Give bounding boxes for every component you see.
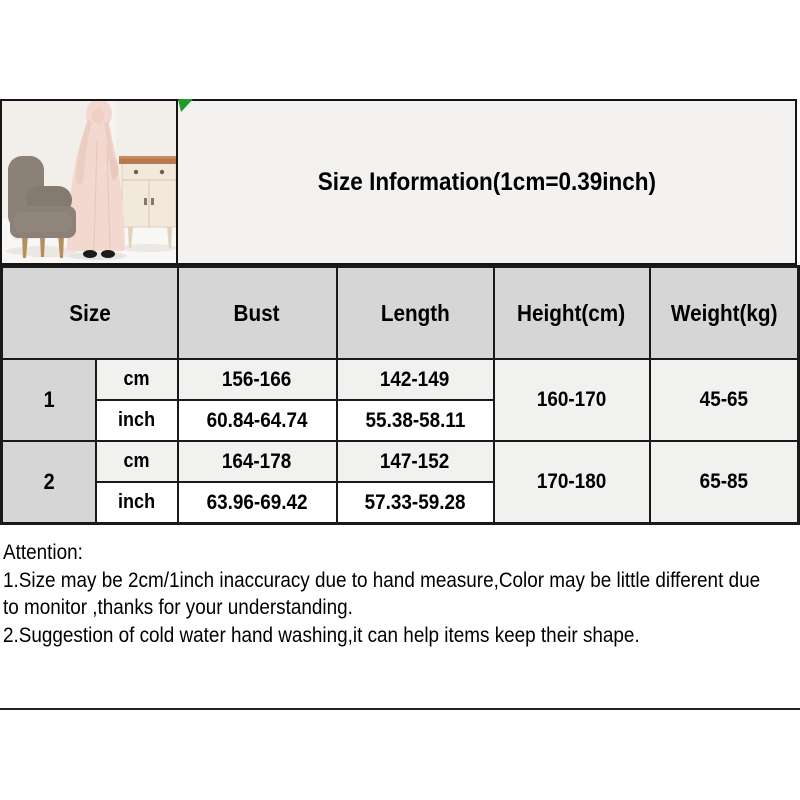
attention-line: 2.Suggestion of cold water hand washing,it can help items keep their shape. <box>3 623 640 647</box>
size2-length-inch <box>337 482 494 524</box>
attention-line: 1.Size may be 2cm/1inch inaccuracy due to hand measure,Color may be little different due <box>3 568 761 592</box>
size2-unit-inch-label: inch <box>117 491 156 513</box>
size1-unit-cm <box>96 359 178 400</box>
size2-length-inch-value: 57.33-59.28 <box>364 490 466 514</box>
size2-value: 2 <box>43 469 55 494</box>
title-banner <box>178 101 795 263</box>
col-header-weight-label: Weight(kg) <box>670 299 778 326</box>
size1-unit-inch-label: inch <box>117 409 156 431</box>
size1-weight <box>650 359 799 441</box>
drawer-knob <box>160 170 164 174</box>
size2-unit-cm-label: cm <box>123 450 150 472</box>
col-header-length-label: Length <box>380 299 450 326</box>
attention-notes <box>3 539 800 649</box>
size2-bust-inch-value: 63.96-69.42 <box>206 490 308 514</box>
model-shadow <box>67 252 127 260</box>
size1-length-inch-value: 55.38-58.11 <box>365 408 465 432</box>
product-photo-illustration <box>2 101 176 263</box>
attention-line: to monitor ,thanks for your understanding. <box>3 596 353 619</box>
size1-height <box>494 359 650 441</box>
size2-length-cm <box>337 441 494 482</box>
product-photo <box>2 101 178 263</box>
size2-unit-inch <box>96 482 178 524</box>
size2-height <box>494 441 650 524</box>
size2-length-cm-value: 147-152 <box>380 449 450 473</box>
col-header-weight <box>650 267 799 360</box>
col-header-bust-label: Bust <box>233 299 281 326</box>
cabinet-top-highlight <box>119 156 176 159</box>
chair-cushion <box>14 212 72 232</box>
size1-bust-inch <box>178 400 337 441</box>
bottom-divider <box>0 708 800 710</box>
col-header-bust <box>178 267 337 360</box>
size1-length-cm <box>337 359 494 400</box>
door-handle <box>144 198 147 205</box>
size1-bust-inch-value: 60.84-64.74 <box>206 408 308 432</box>
table-row-size1-cm <box>2 359 799 400</box>
col-header-height-label: Height(cm) <box>517 299 626 326</box>
size1-weight-value: 45-65 <box>699 388 748 411</box>
table-header-row <box>2 267 799 360</box>
col-header-length <box>337 267 494 360</box>
size1-height-value: 160-170 <box>536 388 607 411</box>
size-table <box>0 265 800 525</box>
shoe <box>101 250 115 258</box>
size1-bust-cm <box>178 359 337 400</box>
col-header-height <box>494 267 650 360</box>
size1-cell <box>2 359 96 441</box>
size2-bust-inch <box>178 482 337 524</box>
shoe <box>83 250 97 258</box>
col-header-size-label: Size <box>69 299 111 326</box>
size2-cell <box>2 441 96 524</box>
size2-bust-cm <box>178 441 337 482</box>
drawer-knob <box>134 170 138 174</box>
size1-unit-inch <box>96 400 178 441</box>
table-row-size2-cm <box>2 441 799 482</box>
size2-weight-value: 65-85 <box>699 470 748 493</box>
size1-bust-cm-value: 156-166 <box>222 367 292 391</box>
face-hint <box>92 108 104 124</box>
size2-weight <box>650 441 799 524</box>
size2-bust-cm-value: 164-178 <box>222 449 292 473</box>
attention-heading: Attention: <box>3 541 83 564</box>
top-box <box>0 99 797 265</box>
size2-height-value: 170-180 <box>536 470 607 493</box>
page-title: Size Information(1cm=0.39inch) <box>317 167 656 196</box>
size1-length-cm-value: 142-149 <box>380 367 450 391</box>
size1-unit-cm-label: cm <box>123 368 150 390</box>
door-handle <box>151 198 154 205</box>
size1-length-inch <box>337 400 494 441</box>
green-corner-marker-icon <box>178 99 193 112</box>
col-header-size <box>2 267 178 360</box>
size1-value: 1 <box>43 387 55 412</box>
size2-unit-cm <box>96 441 178 482</box>
